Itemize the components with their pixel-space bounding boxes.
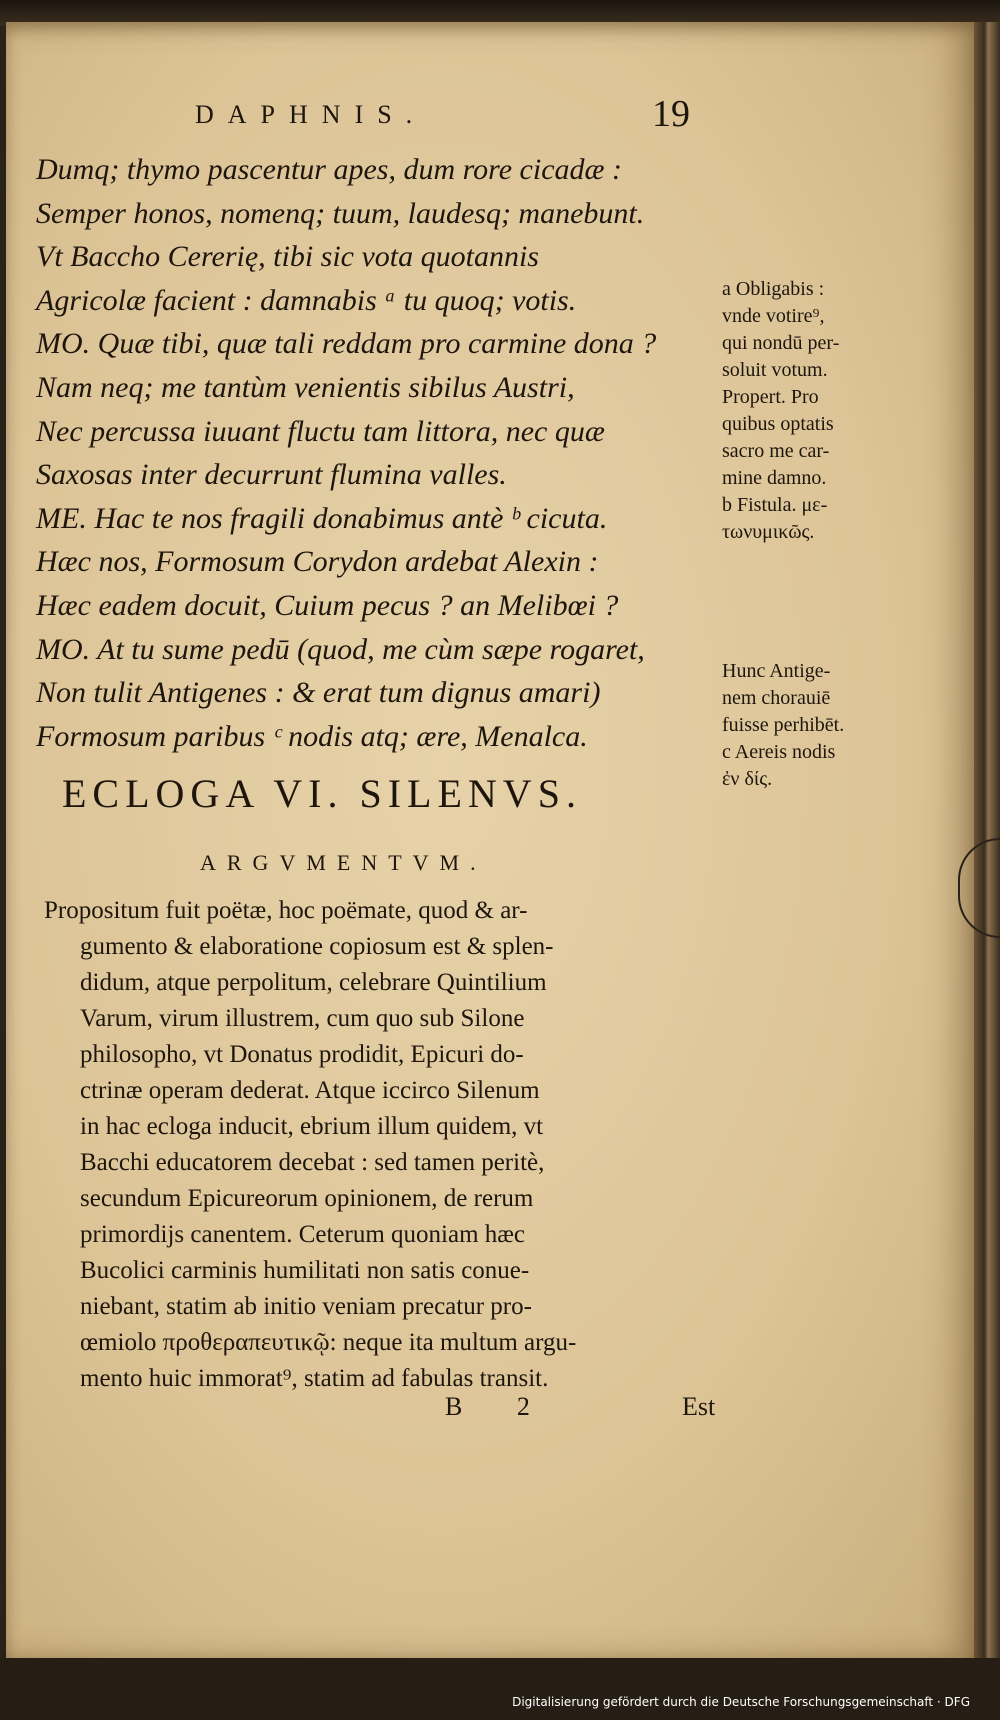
prose-line: œmiolo προθεραπευτικῷ: neque ita multum argu- bbox=[80, 1329, 577, 1356]
prose-line: Varum, virum illustrem, cum quo sub Silone bbox=[80, 1005, 525, 1032]
marginal-note: soluit votum. bbox=[722, 359, 828, 381]
verse-line: Nam neq; me tantùm venientis sibilus Austri, bbox=[36, 370, 575, 404]
prose-line: gumento & elaboratione copiosum est & splen- bbox=[80, 933, 554, 960]
prose-line: philosopho, vt Donatus prodidit, Epicuri do- bbox=[80, 1041, 524, 1068]
marginal-note: nem chorauiē bbox=[722, 687, 831, 709]
marginal-note: vnde votire⁹, bbox=[722, 305, 825, 327]
verse-line: MO. At tu sume pedū (quod, me cùm sæpe rogaret, bbox=[36, 632, 645, 666]
marginal-note: qui nondū per- bbox=[722, 332, 840, 354]
prose-line: secundum Epicureorum opinionem, de rerum bbox=[80, 1185, 534, 1212]
marginal-note: mine damno. bbox=[722, 467, 827, 489]
verse-block bbox=[36, 148, 716, 758]
marginal-notes-top bbox=[722, 276, 902, 546]
signature-mark: B 2 bbox=[445, 1392, 554, 1421]
marginal-note: τωνυμικῶς. bbox=[722, 521, 815, 543]
prose-line: didum, atque perpolitum, celebrare Quintilium bbox=[80, 969, 547, 996]
verse-line: MO. Quæ tibi, quæ tali reddam pro carmine dona ? bbox=[36, 327, 657, 361]
marginal-notes-bottom bbox=[722, 658, 902, 793]
marginal-note: a Obligabis : bbox=[722, 278, 825, 300]
marginal-note: fuisse perhibēt. bbox=[722, 714, 845, 736]
marginal-note: Propert. Pro bbox=[722, 386, 819, 408]
prose-line: primordijs canentem. Ceterum quoniam hæc bbox=[80, 1221, 526, 1248]
marginal-note: quibus optatis bbox=[722, 413, 834, 435]
argument-text bbox=[44, 893, 724, 1397]
prose-line: in hac ecloga inducit, ebrium illum quidem, vt bbox=[80, 1113, 544, 1140]
eclogue-title: ECLOGA VI. SILENVS. bbox=[62, 771, 582, 816]
marginal-note: Hunc Antige- bbox=[722, 660, 831, 682]
verse-line: Nec percussa iuuant fluctu tam littora, nec quæ bbox=[36, 414, 605, 448]
verse-line: Agricolæ facient : damnabis ᵃ tu quoq; votis. bbox=[36, 283, 577, 317]
verse-line: Saxosas inter decurrunt flumina valles. bbox=[36, 458, 507, 492]
verse-line: ME. Hac te nos fragili donabimus antè ᵇ cicuta. bbox=[36, 501, 608, 535]
marginal-note: sacro me car- bbox=[722, 440, 830, 462]
digitization-credit: Digitalisierung gefördert durch die Deutsche Forschungsgemeinschaft · DFG bbox=[512, 1695, 970, 1709]
prose-line: niebant, statim ab initio veniam precatur pro- bbox=[80, 1293, 532, 1320]
prose-line: Bacchi educatorem decebat : sed tamen peritè, bbox=[80, 1149, 545, 1176]
prose-line: mento huic immorat⁹, statim ad fabulas transit. bbox=[80, 1365, 549, 1392]
prose-line: Bucolici carminis humilitati non satis conue- bbox=[80, 1257, 530, 1284]
verse-line: Vt Baccho Cererię, tibi sic vota quotannis bbox=[36, 240, 539, 274]
prose-line: ctrinæ operam dederat. Atque iccirco Silenum bbox=[80, 1077, 540, 1104]
argument-heading: ARGVMENTVM. bbox=[200, 850, 487, 875]
verse-line: Non tulit Antigenes : & erat tum dignus amari) bbox=[36, 676, 601, 710]
verse-line: Semper honos, nomenq; tuum, laudesq; manebunt. bbox=[36, 196, 645, 230]
page-number: 19 bbox=[652, 93, 690, 135]
verse-line: Dumq; thymo pascentur apes, dum rore cicadæ : bbox=[36, 153, 623, 186]
page-header bbox=[0, 93, 1000, 140]
verse-line: Formosum paribus ᶜ nodis atq; ære, Menalca. bbox=[36, 719, 588, 753]
marginal-note: c Aereis nodis bbox=[722, 741, 836, 763]
verse-line: Hæc eadem docuit, Cuium pecus ? an Melibœi ? bbox=[36, 588, 619, 622]
running-head: DAPHNIS. bbox=[195, 100, 427, 129]
marginal-note: b Fistula. με- bbox=[722, 494, 828, 516]
marginal-note: ἐν δίς. bbox=[722, 768, 773, 790]
scan-background-bottom bbox=[0, 1658, 1000, 1720]
prose-line: Propositum fuit poëtæ, hoc poëmate, quod & ar- bbox=[44, 897, 528, 924]
catchword: Est bbox=[682, 1392, 716, 1421]
verse-line: Hæc nos, Formosum Corydon ardebat Alexin : bbox=[36, 545, 599, 579]
